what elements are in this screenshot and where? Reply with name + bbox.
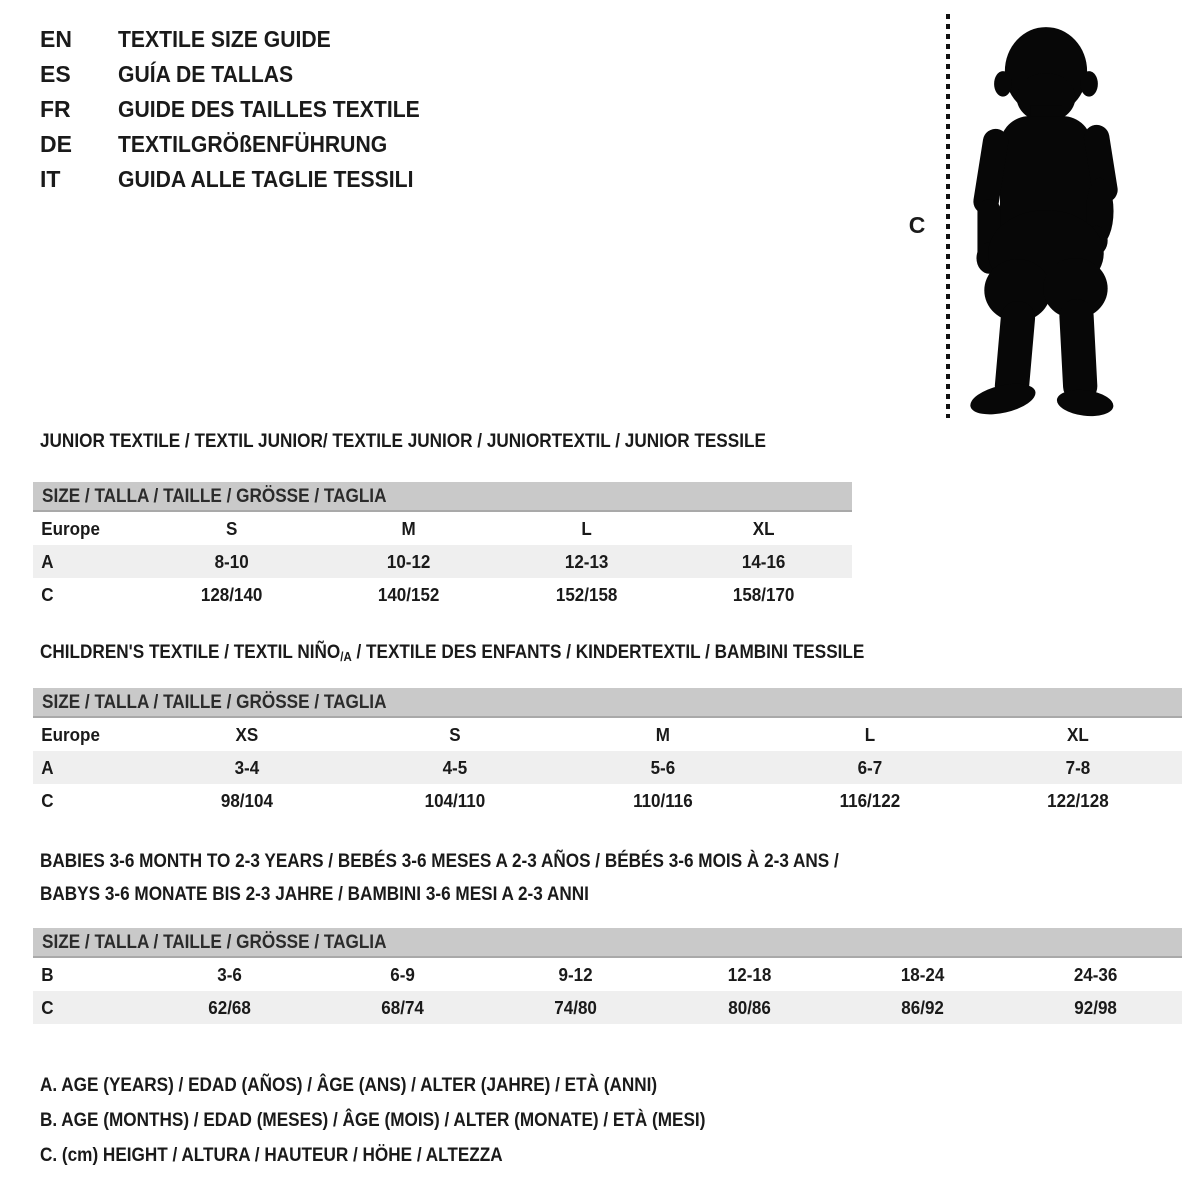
language-code: DE xyxy=(40,131,72,157)
babies-title-line1: BABIES 3-6 MONTH TO 2-3 YEARS / BEBÉS 3-6 MESES A 2-3 AÑOS / BÉBÉS 3-6 MOIS À 2-3 ANS / xyxy=(40,850,839,872)
age-cell: 14-16 xyxy=(741,550,786,572)
row-label: A xyxy=(41,756,54,778)
language-code: EN xyxy=(40,26,72,52)
babies-title-line2: BABYS 3-6 MONATE BIS 2-3 JAHRE / BAMBINI 3-6 MESI A 2-3 ANNI xyxy=(40,883,589,905)
size-header-label: SIZE / TALLA / TAILLE / GRÖSSE / TAGLIA xyxy=(42,930,387,953)
height-cell: 98/104 xyxy=(220,789,273,811)
height-cell: 128/140 xyxy=(200,583,263,605)
language-row-de xyxy=(40,127,446,162)
height-measure-line xyxy=(946,14,950,418)
guide-title-en: TEXTILE SIZE GUIDE xyxy=(118,26,331,52)
height-cell: 92/98 xyxy=(1074,996,1117,1018)
babies-size-table xyxy=(33,928,1182,1024)
title-post: / TEXTILE DES ENFANTS / KINDERTEXTIL / BAMBINI TESSILE xyxy=(351,641,865,663)
toddler-silhouette-image xyxy=(952,14,1138,418)
junior-size-table xyxy=(33,482,852,611)
age-cell: 7-8 xyxy=(1065,756,1091,778)
row-label: C xyxy=(41,996,54,1018)
legend-b-text: B. AGE (MONTHS) / EDAD (MESES) / ÂGE (MOIS) / ALTER (MONATE) / ETÀ (MESI) xyxy=(40,1109,706,1131)
table-row-height xyxy=(33,578,852,611)
row-label: B xyxy=(41,963,54,985)
section-title-children-text xyxy=(40,641,864,664)
table-row-europe xyxy=(33,512,852,545)
size-cell: L xyxy=(580,517,592,539)
months-cell: 3-6 xyxy=(217,963,242,985)
size-cell: S xyxy=(225,517,238,539)
guide-title-es: GUÍA DE TALLAS xyxy=(118,61,294,87)
age-cell: 5-6 xyxy=(650,756,675,778)
height-cell: 158/170 xyxy=(732,583,795,605)
table-row-height xyxy=(33,784,1182,817)
age-cell: 12-13 xyxy=(564,550,608,572)
age-cell: 4-5 xyxy=(442,756,467,778)
table-row-age xyxy=(33,751,1182,784)
months-cell: 9-12 xyxy=(558,963,593,985)
title-pre: CHILDREN'S TEXTILE / TEXTIL NIÑO xyxy=(40,641,341,663)
height-cell: 86/92 xyxy=(900,996,944,1018)
height-cell: 122/128 xyxy=(1047,789,1109,811)
row-label: Europe xyxy=(41,517,100,539)
guide-title-it: GUIDA ALLE TAGLIE TESSILI xyxy=(118,166,414,192)
height-cell: 62/68 xyxy=(208,996,251,1018)
title-subscript: /A xyxy=(340,649,352,664)
months-cell: 24-36 xyxy=(1073,963,1118,985)
guide-title-de: TEXTILGRÖßENFÜHRUNG xyxy=(118,131,388,157)
row-label: A xyxy=(41,550,54,572)
height-cell: 74/80 xyxy=(554,996,598,1018)
age-cell: 6-7 xyxy=(857,756,883,778)
months-cell: 6-9 xyxy=(390,963,416,985)
legend-c-text: C. (cm) HEIGHT / ALTURA / HAUTEUR / HÖHE / ALTEZZA xyxy=(40,1144,503,1166)
months-cell: 18-24 xyxy=(900,963,945,985)
table-row-months xyxy=(33,958,1182,991)
height-cell: 116/122 xyxy=(839,789,901,811)
size-cell: XS xyxy=(235,723,259,745)
size-header-label: SIZE / TALLA / TAILLE / GRÖSSE / TAGLIA xyxy=(42,484,387,507)
legend-block xyxy=(40,1068,796,1173)
row-label: C xyxy=(41,583,54,605)
table-row-europe xyxy=(33,718,1182,751)
size-cell: L xyxy=(865,723,876,745)
language-row-it xyxy=(40,162,446,197)
section-title-junior-text: JUNIOR TEXTILE / TEXTIL JUNIOR/ TEXTILE JUNIOR / JUNIORTEXTIL / JUNIOR TESSILE xyxy=(40,430,766,452)
language-row-fr xyxy=(40,92,446,127)
legend-line-c xyxy=(40,1138,796,1173)
table-row-age xyxy=(33,545,852,578)
language-title-block xyxy=(40,22,446,197)
children-size-table xyxy=(33,688,1182,817)
section-title-junior xyxy=(40,430,865,453)
row-label: Europe xyxy=(41,723,100,745)
section-title-babies xyxy=(40,845,948,911)
height-cell: 104/110 xyxy=(424,789,485,811)
height-cell: 68/74 xyxy=(381,996,425,1018)
height-cell: 140/152 xyxy=(378,583,440,605)
height-cell: 110/116 xyxy=(632,789,693,811)
height-measure-label: C xyxy=(908,212,926,238)
age-cell: 3-4 xyxy=(234,756,260,778)
language-row-es xyxy=(40,57,446,92)
language-code: IT xyxy=(40,166,61,192)
size-header-row xyxy=(33,482,852,512)
language-row-en xyxy=(40,22,446,57)
legend-line-a xyxy=(40,1068,796,1103)
height-cell: 152/158 xyxy=(555,583,617,605)
age-cell: 8-10 xyxy=(214,550,249,572)
table-row-height xyxy=(33,991,1182,1024)
size-cell: M xyxy=(655,723,670,745)
size-cell: XL xyxy=(1067,723,1089,745)
size-header-row xyxy=(33,928,1182,958)
size-header-label: SIZE / TALLA / TAILLE / GRÖSSE / TAGLIA xyxy=(42,690,387,713)
language-code: ES xyxy=(40,61,71,87)
size-cell: M xyxy=(401,517,416,539)
guide-title-fr: GUIDE DES TAILLES TEXTILE xyxy=(118,96,420,122)
size-header-row xyxy=(33,688,1182,718)
size-cell: S xyxy=(449,723,461,745)
row-label: C xyxy=(41,789,54,811)
legend-a-text: A. AGE (YEARS) / EDAD (AÑOS) / ÂGE (ANS) / ALTER (JAHRE) / ETÀ (ANNI) xyxy=(40,1074,658,1096)
size-cell: XL xyxy=(752,517,775,539)
months-cell: 12-18 xyxy=(727,963,771,985)
height-cell: 80/86 xyxy=(727,996,771,1018)
section-title-children xyxy=(40,641,977,664)
language-code: FR xyxy=(40,96,71,122)
age-cell: 10-12 xyxy=(387,550,431,572)
legend-line-b xyxy=(40,1103,796,1138)
